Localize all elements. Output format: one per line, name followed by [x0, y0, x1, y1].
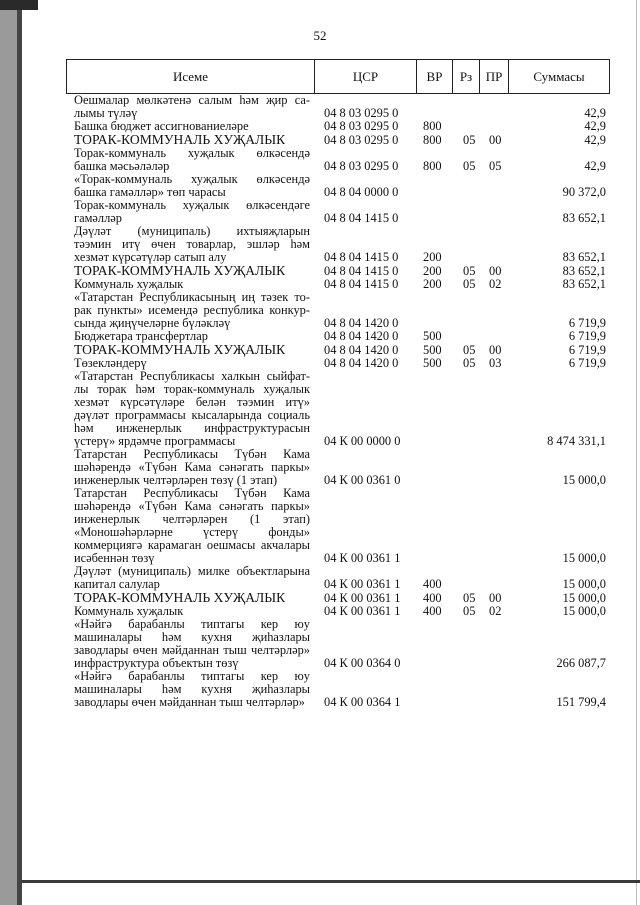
header-pr: ПР [480, 60, 509, 93]
row-name-line: рак пункты» исемендә республика конкур- [74, 303, 310, 317]
row-csr: 04 8 04 1415 0 [324, 211, 399, 225]
row-pr: 02 [489, 277, 502, 291]
table-row [66, 291, 610, 330]
row-csr: 04 8 04 1415 0 [324, 264, 399, 278]
scan-left-shadow [17, 0, 22, 905]
row-name-line: машиналары һәм кухня җиһазлары [74, 630, 310, 644]
table-row [66, 670, 610, 709]
table-body [66, 94, 610, 709]
table-row [66, 343, 610, 357]
scan-bottom-edge [22, 880, 640, 883]
table-row [66, 618, 610, 670]
row-name-line: Коммуналь хуҗалык [74, 604, 184, 618]
row-vr: 500 [423, 329, 442, 343]
row-vr: 800 [423, 119, 442, 133]
row-name-line: Башка бюджет ассигнованиеләре [74, 119, 249, 133]
row-vr: 400 [423, 591, 442, 605]
row-csr: 04 К 00 0361 1 [324, 551, 401, 565]
row-name [66, 370, 310, 448]
row-name-line: Бюджетара трансфертлар [74, 329, 208, 343]
table-row [66, 173, 610, 199]
table-row [66, 370, 610, 448]
row-vr: 400 [423, 577, 442, 591]
row-csr: 04 8 03 0295 0 [324, 159, 399, 173]
row-pr: 00 [489, 133, 502, 147]
row-sum: 151 799,4 [556, 695, 606, 709]
row-sum: 42,9 [584, 106, 606, 120]
row-pr: 03 [489, 356, 502, 370]
row-name [66, 199, 310, 225]
row-vr: 500 [423, 343, 442, 357]
row-csr: 04 8 04 1420 0 [324, 356, 399, 370]
row-csr: 04 8 04 1415 0 [324, 277, 399, 291]
row-csr: 04 8 03 0295 0 [324, 106, 399, 120]
row-csr: 04 К 00 0364 1 [324, 695, 401, 709]
header-csr: ЦСР [315, 60, 417, 93]
row-rz: 05 [463, 356, 476, 370]
row-rz: 05 [463, 591, 476, 605]
row-sum: 42,9 [584, 159, 606, 173]
row-name-line: «Нәйгә барабанлы типтагы кер юу [74, 617, 310, 631]
row-name-line: инженерлык челтәрләрен (1 этап) [74, 512, 310, 526]
row-csr: 04 8 04 1420 0 [324, 343, 399, 357]
row-name-line: үстерү» ярдәмче программасы [74, 434, 236, 448]
row-name-line: Торак-коммуналь хуҗалык өлкәсендәге [74, 198, 310, 212]
row-name-line: ТОРАК-КОММУНАЛЬ ХУҖАЛЫК [74, 590, 286, 605]
row-sum: 83 652,1 [562, 277, 606, 291]
row-sum: 6 719,9 [568, 329, 606, 343]
row-name [66, 565, 310, 591]
row-vr: 200 [423, 250, 442, 264]
row-name-line: хезмәт күрсәтүләре белән тәэмин итү» [74, 395, 310, 409]
row-sum: 83 652,1 [562, 250, 606, 264]
table-row [66, 591, 610, 605]
row-name-line: һәм инженерлык инфраструктурасын [74, 421, 310, 435]
row-name-line: хезмәт күрсәтүләр сатып алу [74, 250, 227, 264]
row-csr: 04 К 00 0361 0 [324, 473, 401, 487]
row-name-line: Төзекләндерү [74, 356, 147, 370]
row-name-line: башка гамәлләр» төп чарасы [74, 185, 226, 199]
row-sum: 90 372,0 [562, 185, 606, 199]
row-name-line: Татарстан Республикасы Түбән Кама [74, 486, 310, 500]
row-name [66, 264, 310, 278]
table-row [66, 565, 610, 591]
row-csr: 04 8 03 0295 0 [324, 133, 399, 147]
row-name-line: «Нәйгә барабанлы типтагы кер юу [74, 669, 310, 683]
row-name-line: «Моношәһәрләрне үстерү фонды» [74, 525, 310, 539]
row-name-line: капитал салулар [74, 577, 160, 591]
row-name [66, 225, 310, 264]
row-pr: 00 [489, 591, 502, 605]
page-number: 52 [313, 28, 327, 43]
table-row [66, 225, 610, 264]
row-rz: 05 [463, 277, 476, 291]
row-sum: 15 000,0 [562, 551, 606, 565]
row-name-line: Татарстан Республикасы Түбән Кама [74, 447, 310, 461]
row-vr: 400 [423, 604, 442, 618]
row-name-line: Коммуналь хуҗалык [74, 277, 184, 291]
row-name [66, 618, 310, 670]
row-name-line: исәбеннән төзү [74, 551, 155, 565]
row-sum: 15 000,0 [562, 577, 606, 591]
row-name-line: «Татарстан Республикасы халкын сыйфат- [74, 369, 310, 383]
row-csr: 04 К 00 0361 1 [324, 577, 401, 591]
row-pr: 00 [489, 343, 502, 357]
scan-left-edge [0, 0, 17, 905]
row-name-line: инфраструктура объектын төзү [74, 656, 239, 670]
row-name-line: Торак-коммуналь хуҗалык өлкәсендә [74, 146, 310, 160]
row-rz: 05 [463, 133, 476, 147]
row-sum: 6 719,9 [568, 356, 606, 370]
table-row [66, 487, 610, 565]
row-name-line: машиналары һәм кухня җиһазлары [74, 682, 310, 696]
row-name [66, 291, 310, 330]
scan-top-corner [0, 0, 38, 10]
table-row [66, 147, 610, 173]
row-sum: 83 652,1 [562, 264, 606, 278]
row-csr: 04 8 04 1420 0 [324, 316, 399, 330]
table-row [66, 133, 610, 147]
row-name-line: инженерлык челтәрләрен төзү (1 этап) [74, 473, 278, 487]
row-name-line: сында җиңүчеләрне бүләкләү [74, 316, 231, 330]
row-vr: 800 [423, 159, 442, 173]
header-sum: Суммасы [533, 68, 585, 84]
row-sum: 15 000,0 [562, 473, 606, 487]
row-vr: 500 [423, 356, 442, 370]
row-name [66, 94, 310, 120]
header-vr: ВР [417, 60, 453, 93]
row-name-line: Дәүләт (муниципаль) милке объектларына [74, 564, 310, 578]
table-header [66, 59, 610, 94]
row-name-line: заводлары өчен мәйданнан тыш челтәрләр» [74, 643, 310, 657]
row-name-line: шәһәрендә «Түбән Кама сәнәгать паркы» [74, 460, 310, 474]
header-name: Исеме [67, 60, 315, 93]
row-name [66, 173, 310, 199]
row-name-line: гамәлләр [74, 211, 122, 225]
row-sum: 15 000,0 [562, 604, 606, 618]
row-csr: 04 К 00 0000 0 [324, 434, 401, 448]
scan-right-edge [636, 0, 637, 905]
row-name-line: ТОРАК-КОММУНАЛЬ ХУҖАЛЫК [74, 342, 286, 357]
row-name-line: заводлары өчен мәйданнан тыш челтәрләр» [74, 695, 305, 709]
row-name-line: Оешмалар мөлкәтенә салым һәм җир са- [74, 93, 310, 107]
row-name-line: башка мәсьәләләр [74, 159, 170, 173]
row-name [66, 343, 310, 357]
table-row [66, 199, 610, 225]
row-vr: 200 [423, 264, 442, 278]
row-rz: 05 [463, 264, 476, 278]
row-pr: 05 [489, 159, 502, 173]
row-csr: 04 8 04 1415 0 [324, 250, 399, 264]
row-vr: 800 [423, 133, 442, 147]
row-csr: 04 8 04 1420 0 [324, 329, 399, 343]
row-rz: 05 [463, 604, 476, 618]
row-sum: 6 719,9 [568, 316, 606, 330]
header-rz: Рз [453, 60, 480, 93]
row-sum: 15 000,0 [562, 591, 606, 605]
row-name [66, 591, 310, 605]
row-csr: 04 К 00 0361 1 [324, 591, 401, 605]
table-row [66, 94, 610, 120]
row-name-line: лымы түләү [74, 106, 138, 120]
row-name [66, 487, 310, 565]
row-csr: 04 К 00 0361 1 [324, 604, 401, 618]
row-sum: 42,9 [584, 119, 606, 133]
row-name [66, 448, 310, 487]
row-name [66, 147, 310, 173]
row-rz: 05 [463, 159, 476, 173]
row-name-line: «Татарстан Республикасының иң тәзек то- [74, 290, 310, 304]
row-csr: 04 К 00 0364 0 [324, 656, 401, 670]
row-name-line: Дәүләт (муниципаль) ихтыяҗларын [74, 224, 310, 238]
row-sum: 266 087,7 [556, 656, 606, 670]
row-csr: 04 8 04 0000 0 [324, 185, 399, 199]
row-name-line: «Торак-коммуналь хуҗалык өлкәсендә [74, 172, 310, 186]
row-pr: 00 [489, 264, 502, 278]
row-sum: 42,9 [584, 133, 606, 147]
row-sum: 83 652,1 [562, 211, 606, 225]
row-pr: 02 [489, 604, 502, 618]
row-rz: 05 [463, 343, 476, 357]
row-csr: 04 8 03 0295 0 [324, 119, 399, 133]
row-name [66, 670, 310, 709]
table-row [66, 448, 610, 487]
row-name-line: шәһәрендә «Түбән Кама сәнәгать паркы» [74, 499, 310, 513]
row-sum: 8 474 331,1 [547, 434, 606, 448]
row-name-line: тәэмин итү өчен товарлар, эшләр һәм [74, 237, 310, 251]
row-name-line: лы торак һәм торак-коммуналь хуҗалык [74, 382, 310, 396]
row-name-line: дәүләт программасы кысаларында социаль [74, 408, 310, 422]
row-name-line: ТОРАК-КОММУНАЛЬ ХУҖАЛЫК [74, 132, 286, 147]
table-row [66, 264, 610, 278]
row-name-line: коммерциягә карамаган оешмасы акчалары [74, 538, 310, 552]
row-name-line: ТОРАК-КОММУНАЛЬ ХУҖАЛЫК [74, 263, 286, 278]
row-name [66, 133, 310, 147]
row-vr: 200 [423, 277, 442, 291]
row-sum: 6 719,9 [568, 343, 606, 357]
